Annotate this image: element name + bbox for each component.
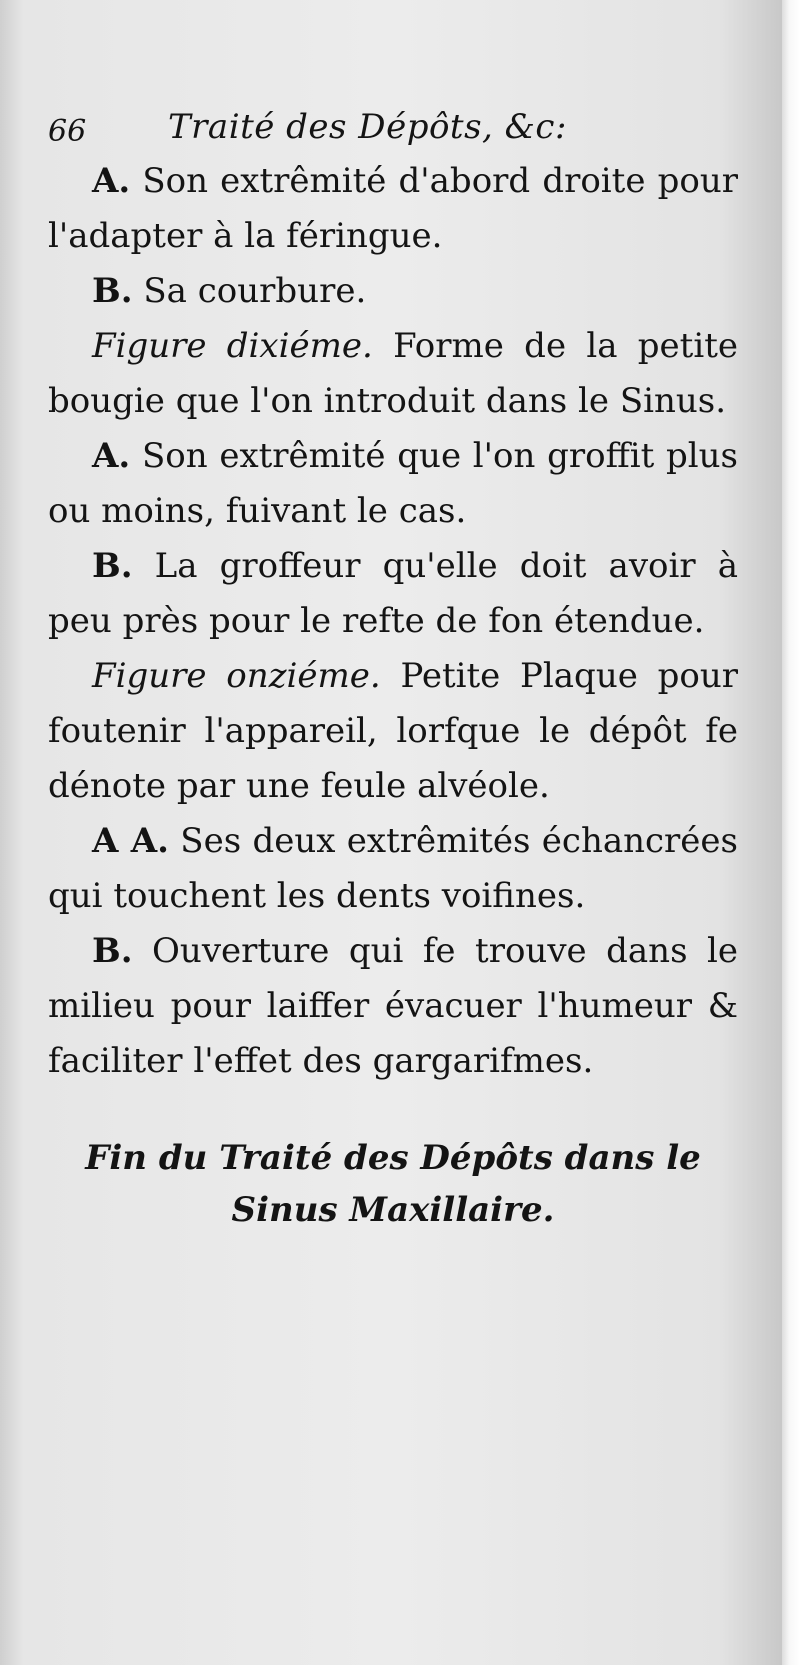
paragraph xyxy=(48,649,738,814)
page-number: 66 xyxy=(48,114,87,149)
item-text: Ses deux extrêmités échancrées qui touchent les dents voifines. xyxy=(48,821,738,916)
item-label: B. xyxy=(92,271,133,311)
item-label: A. xyxy=(92,161,131,201)
item-text: La groffeur qu'elle doit avoir à peu près pour le refte de fon étendue. xyxy=(48,546,738,641)
paragraph xyxy=(48,429,738,539)
item-label: A. xyxy=(92,436,131,476)
paragraph xyxy=(48,539,738,649)
body-text xyxy=(48,100,738,1089)
running-title: Traité des Dépôts, &c: xyxy=(168,107,567,147)
item-label: A A. xyxy=(92,821,169,861)
paragraph xyxy=(48,814,738,924)
item-text: Son extrêmité que l'on groffit plus ou moins, fuivant le cas. xyxy=(48,436,738,531)
item-label: B. xyxy=(92,546,133,586)
paragraph xyxy=(48,319,738,429)
page-edge xyxy=(782,0,800,1665)
paragraph xyxy=(48,264,738,319)
paragraph xyxy=(48,154,738,264)
colophon xyxy=(48,1132,738,1236)
item-text: Son extrêmité d'abord droite pour l'adapter à la féringue. xyxy=(48,161,738,256)
running-head xyxy=(48,100,738,150)
paragraph xyxy=(48,924,738,1089)
colophon-line: Sinus Maxillaire. xyxy=(231,1190,555,1230)
item-text: Petite Plaque pour foutenir l'appareil, lorfque le dépôt fe dénote par une feule alvéole. xyxy=(48,656,738,806)
item-label: B. xyxy=(92,931,133,971)
colophon-line: Fin du Traité des Dépôts dans le xyxy=(85,1138,701,1178)
figure-heading: Figure onziéme. xyxy=(92,656,381,696)
figure-heading: Figure dixiéme. xyxy=(92,326,373,366)
item-text: Ouverture qui fe trouve dans le milieu pour laiffer évacuer l'humeur & faciliter l'effet des gargarifmes. xyxy=(48,931,738,1081)
item-text: Forme de la petite bougie que l'on introduit dans le Sinus. xyxy=(48,326,738,421)
item-text: Sa courbure. xyxy=(132,271,367,311)
